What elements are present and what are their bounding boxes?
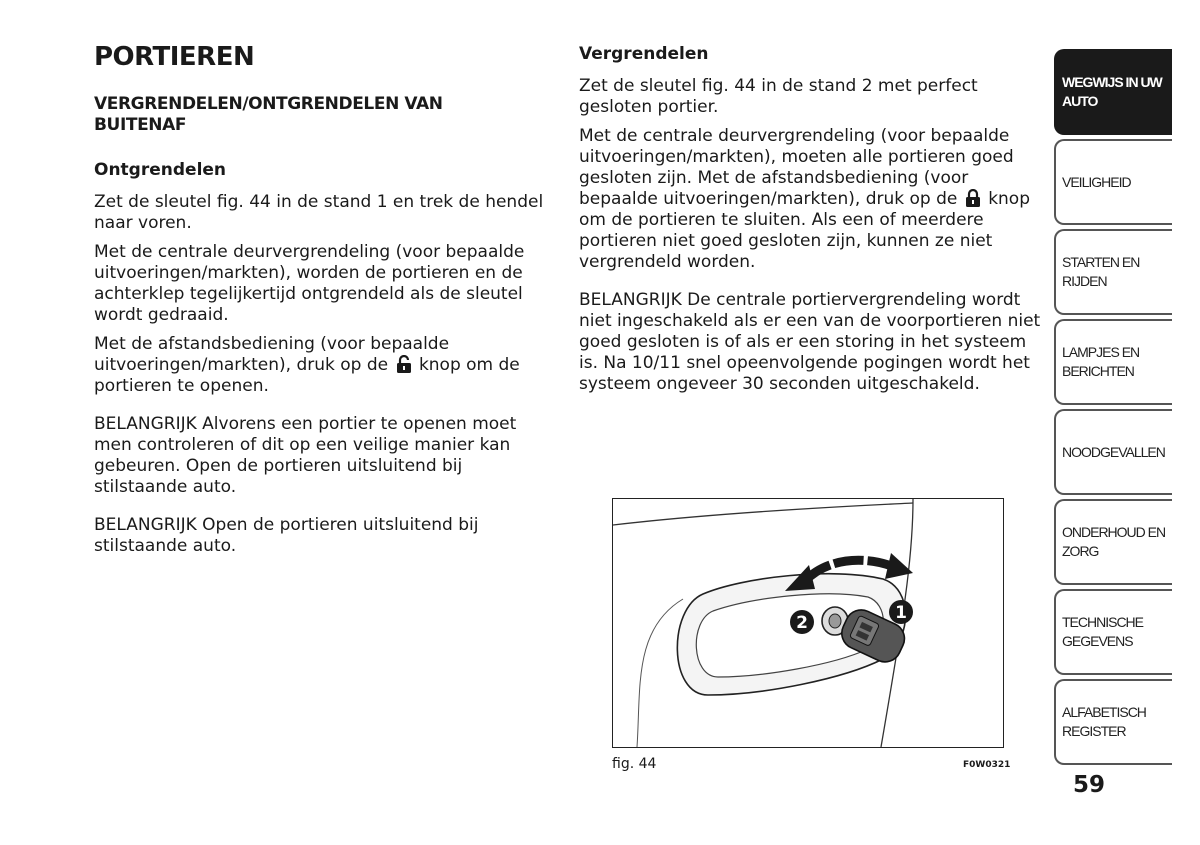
- left-column: [94, 42, 554, 557]
- chapter-tab-label: ALFABETISCH REGISTER: [1062, 704, 1146, 739]
- lock-paragraph-2-end: knop om de portieren te sluiten. Als een of meerdere portieren niet goed gesloten zijn, kunnen ze niet vergrendeld worden.: [579, 189, 1030, 272]
- lock-heading: Vergrendelen: [579, 44, 709, 64]
- chapter-tab-label: VEILIGHEID: [1062, 173, 1131, 190]
- chapter-tab-1[interactable]: [1054, 49, 1172, 135]
- chapter-tab-5[interactable]: [1054, 409, 1172, 495]
- position-2-label: 2: [796, 613, 808, 633]
- unlock-heading: Ontgrendelen: [94, 160, 227, 180]
- chapter-tab-label: STARTEN EN RIJDEN: [1062, 254, 1140, 289]
- chapter-tab-label: WEGWIJS IN UW AUTO: [1062, 74, 1162, 109]
- page-number: 59: [1073, 772, 1106, 798]
- lock-paragraph-1: Zet de sleutel fig. 44 in de stand 2 met perfect gesloten portier.: [579, 76, 978, 117]
- chapter-tab-label: NOODGEVALLEN: [1062, 443, 1165, 460]
- lock-paragraph-2-start: Met de centrale deurvergrendeling (voor bepaalde uitvoeringen/markten), moeten alle portieren goed gesloten zijn. Met de afstandsbediening (voor bepaalde uitvoeringen/markten), druk op de: [579, 126, 1014, 209]
- lock-icon: [965, 189, 981, 207]
- chapter-tab-label: LAMPJES EN BERICHTEN: [1062, 344, 1140, 379]
- important-note-2: BELANGRIJK Open de portieren uitsluitend bij stilstaande auto.: [94, 515, 479, 556]
- important-note-3: BELANGRIJK De centrale portiervergrendeling wordt niet ingeschakeld als er een van de voorportieren niet goed gesloten is of als er een storing in het systeem is. Na 10/11 snel opeenvolgende pogingen wordt het systeem ongeveer 30 seconden uitgeschakeld.: [579, 290, 1041, 394]
- chapter-tabs: [1054, 49, 1175, 769]
- chapter-tab-label: ONDERHOUD EN ZORG: [1062, 524, 1166, 559]
- unlock-icon: [396, 355, 412, 373]
- unlock-paragraph-3-end: knop om de portieren te openen.: [94, 355, 520, 396]
- chapter-tab-3[interactable]: [1054, 229, 1172, 315]
- unlock-paragraph-1: Zet de sleutel fig. 44 in de stand 1 en trek de hendel naar voren.: [94, 192, 544, 233]
- chapter-tab-6[interactable]: [1054, 499, 1172, 585]
- chapter-tab-4[interactable]: [1054, 319, 1172, 405]
- door-handle-drawing: [613, 499, 1003, 747]
- unlock-paragraph-3: [94, 334, 554, 397]
- important-note-1: BELANGRIJK Alvorens een portier te openen moet men controleren of dit op een veilige manier kan gebeuren. Open de portieren uitsluitend bij stilstaande auto.: [94, 414, 517, 497]
- chapter-tab-7[interactable]: [1054, 589, 1172, 675]
- unlock-paragraph-2: Met de centrale deurvergrendeling (voor bepaalde uitvoeringen/markten), worden de portieren en de achterklep tegelijkertijd ontgrendeld als de sleutel wordt gedraaid.: [94, 242, 525, 325]
- section-heading: VERGRENDELEN/ONTGRENDELEN VAN BUITENAF: [94, 94, 443, 135]
- chapter-tab-2[interactable]: [1054, 139, 1172, 225]
- right-column: [579, 44, 1041, 395]
- figure-door-key-illustration: [612, 498, 1004, 748]
- figure-code: F0W0321: [963, 760, 1011, 770]
- chapter-tab-8[interactable]: [1054, 679, 1172, 765]
- page-title: PORTIEREN: [94, 42, 255, 72]
- figure-caption: fig. 44: [612, 756, 657, 772]
- lock-paragraph-2: [579, 126, 1041, 273]
- unlock-paragraph-3-start: Met de afstandsbediening (voor bepaalde uitvoeringen/markten), druk op de: [94, 334, 450, 375]
- position-1-label: 1: [895, 603, 907, 623]
- chapter-tab-label: TECHNISCHE GEGEVENS: [1062, 614, 1144, 649]
